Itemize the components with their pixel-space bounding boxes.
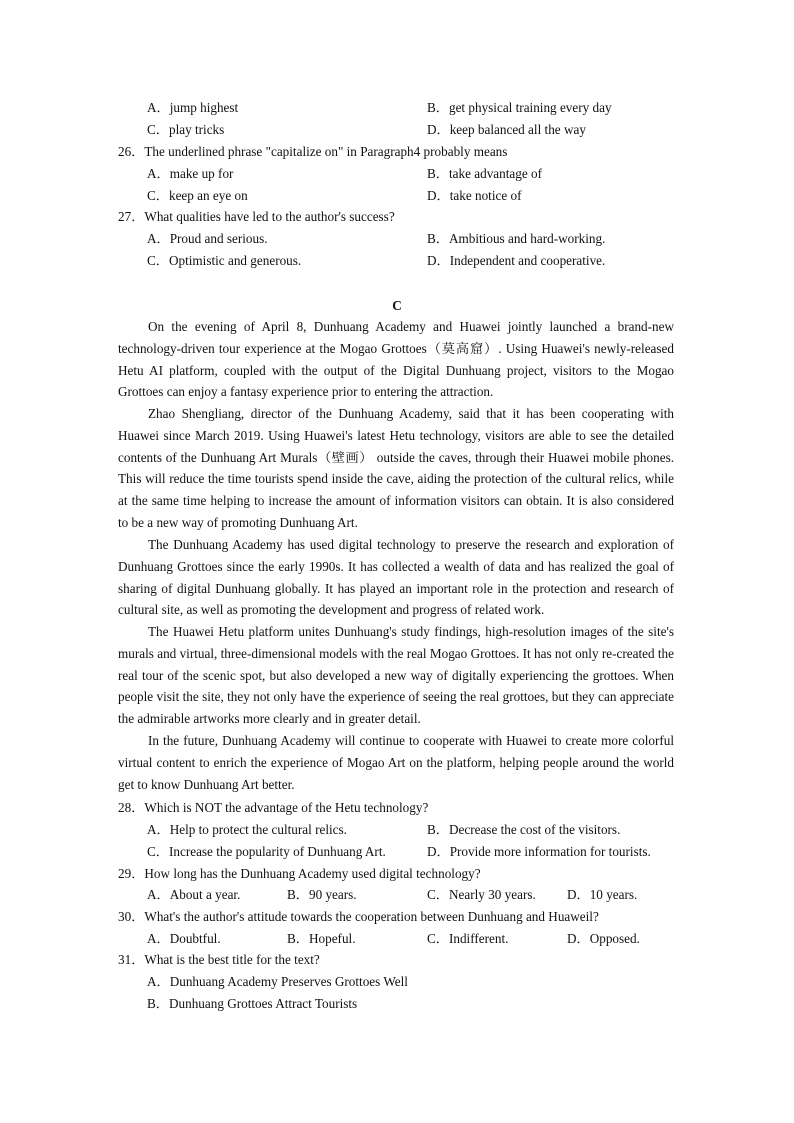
q28-option-a: A．Help to protect the cultural relics. (147, 822, 347, 837)
q26-option-a: A．make up for (147, 166, 234, 181)
q26-stem: 26．The underlined phrase "capitalize on" in Paragraph4 probably means (118, 144, 508, 159)
q28-option-b: B．Decrease the cost of the visitors. (427, 822, 621, 837)
passage-paragraph-5: In the future, Dunhuang Academy will continue to cooperate with Huawei to create more colorful virtual content to enrich the experience of Mogao Art on the platform, helping people around the world get to know Dunhuang Art better. (118, 733, 674, 792)
q30-option-d: D．Opposed. (567, 931, 640, 946)
q27-option-c: C．Optimistic and generous. (147, 253, 302, 268)
q31-option-b: B．Dunhuang Grottoes Attract Tourists (147, 996, 358, 1011)
passage-paragraph-4: The Huawei Hetu platform unites Dunhuang's study findings, high-resolution images of the site's murals and virtual, three-dimensional models with the real Mogao Grottoes. It has not only re-created the real tour of the scenic spot, but also developed a new way of digitally experiencing the grottoes. When people visit the site, they not only have the experience of seeing the real grottoes, but they can appreciate the admirable artworks more clearly and in greater detail. (118, 624, 674, 727)
q30-option-c: C．Indifferent. (427, 931, 509, 946)
q29-stem: 29．How long has the Dunhuang Academy used digital technology? (118, 866, 481, 881)
passage-paragraph-3: The Dunhuang Academy has used digital technology to preserve the research and exploration of Dunhuang Grottoes since the early 1990s. It has collected a wealth of data and has realized the goal of sharing of digital Dunhuang globally. It has played an important role in the protection and research of cultural site, as well as promoting the development and progress of related work. (118, 537, 674, 618)
passage-paragraph-2: Zhao Shengliang, director of the Dunhuang Academy, said that it has been cooperating with Huawei since March 2019. Using Huawei's latest Hetu technology, visitors are able to see the detailed contents of the Dunhuang Art Murals（壁画） outside the caves, through their Huawei mobile phones. This will reduce the time tourists spend inside the cave, aiding the protection of the cultural relics, while at the same time helping to increase the amount of information visitors can obtain. It is also considered to be a new way of promoting Dunhuang Art. (118, 406, 674, 530)
q29-option-d: D．10 years. (567, 887, 638, 902)
q26-option-d: D．take notice of (427, 188, 522, 203)
passage-paragraph-1: On the evening of April 8, Dunhuang Academy and Huawei jointly launched a brand-new technology-driven tour experience at the Mogao Grottoes（莫高窟）. Using Huawei's newly-released Hetu AI platform, coupled with the output of the Digital Dunhuang project, visitors to the Mogao Grottoes can enjoy a fantasy experience prior to entering the attraction. (118, 319, 674, 400)
q27-option-d: D．Independent and cooperative. (427, 253, 606, 268)
q30-option-a: A．Doubtful. (147, 931, 221, 946)
q25-option-b: B．get physical training every day (427, 100, 612, 115)
q31-stem: 31．What is the best title for the text? (118, 952, 320, 967)
q28-option-d: D．Provide more information for tourists. (427, 844, 651, 859)
q27-option-b: B．Ambitious and hard-working. (427, 231, 606, 246)
section-title-c: C (392, 298, 402, 313)
q27-stem: 27．What qualities have led to the author's success? (118, 209, 395, 224)
q26-option-c: C．keep an eye on (147, 188, 248, 203)
q29-option-c: C．Nearly 30 years. (427, 887, 536, 902)
q26-option-b: B．take advantage of (427, 166, 542, 181)
q29-option-b: B．90 years. (287, 887, 357, 902)
q28-stem: 28．Which is NOT the advantage of the Hetu technology? (118, 800, 429, 815)
q30-option-b: B．Hopeful. (287, 931, 356, 946)
q29-option-a: A．About a year. (147, 887, 241, 902)
q25-option-c: C．play tricks (147, 122, 225, 137)
q25-option-a: A．jump highest (147, 100, 239, 115)
q27-option-a: A．Proud and serious. (147, 231, 268, 246)
q31-option-a: A．Dunhuang Academy Preserves Grottoes Well (147, 974, 408, 989)
q25-option-d: D．keep balanced all the way (427, 122, 586, 137)
q28-option-c: C．Increase the popularity of Dunhuang Art. (147, 844, 386, 859)
q30-stem: 30．What's the author's attitude towards the cooperation between Dunhuang and Huaweil? (118, 909, 599, 924)
